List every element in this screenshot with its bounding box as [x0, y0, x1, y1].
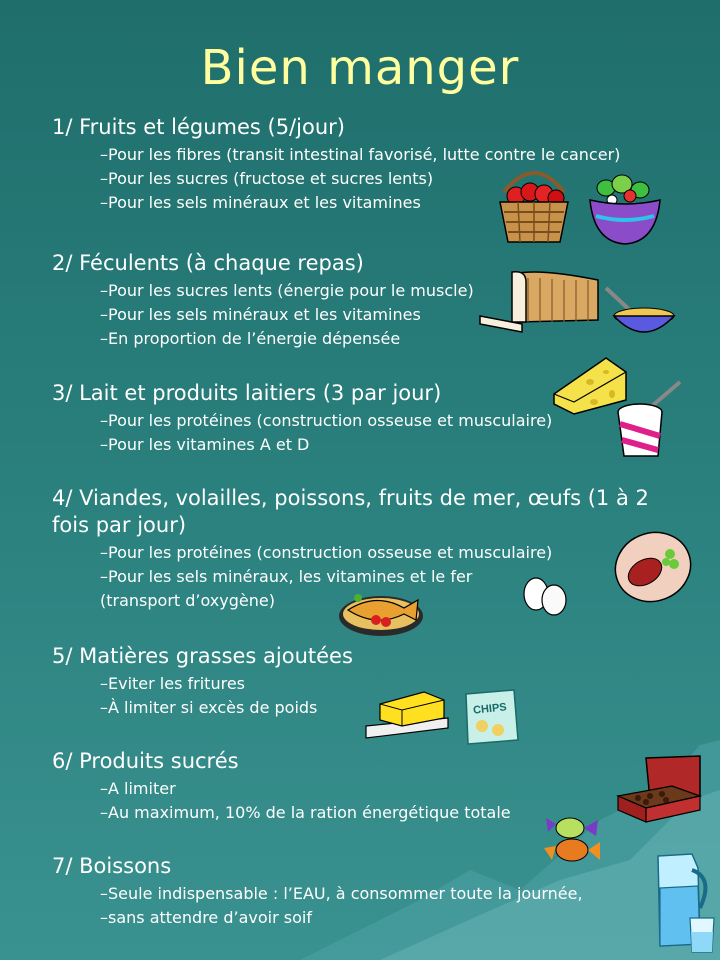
chips-label: CHIPS: [472, 701, 508, 717]
bullet-item: –Pour les protéines (construction osseuse et musculaire): [100, 543, 553, 562]
bullet-item: –Pour les sucres lents (énergie pour le muscle): [100, 281, 474, 300]
bread-loaf-icon: [478, 268, 604, 334]
bullet-item: –Seule indispensable : l’EAU, à consommer toute la journée,: [100, 884, 583, 903]
bullet-item: –Au maximum, 10% de la ration énergétique totale: [100, 803, 511, 822]
section-heading: 5/ Matières grasses ajoutées: [52, 644, 353, 668]
butter-icon: [362, 684, 452, 746]
steak-plate-icon: [612, 528, 694, 606]
bullet-item: –A limiter: [100, 779, 176, 798]
page-title: Bien manger: [200, 40, 520, 96]
water-pitcher-icon: [648, 848, 718, 956]
yogurt-icon: [612, 378, 684, 462]
section-heading: 6/ Produits sucrés: [52, 749, 239, 773]
bullet-item: –Pour les protéines (construction osseuse et musculaire): [100, 411, 553, 430]
bullet-item: –En proportion de l’énergie dépensée: [100, 329, 401, 348]
cereal-bowl-icon: [604, 284, 678, 346]
bullet-item: (transport d’oxygène): [100, 591, 275, 610]
eggs-icon: [520, 572, 570, 618]
section-drinks: [52, 853, 702, 930]
section-heading: 4/ Viandes, volailles, poissons, fruits de mer, œufs (1 à 2 fois par jour): [52, 486, 649, 537]
bullet-item: –Pour les fibres (transit intestinal favorisé, lutte contre le cancer): [100, 145, 621, 164]
section-heading: 3/ Lait et produits laitiers (3 par jour): [52, 381, 442, 405]
bullet-item: –Eviter les fritures: [100, 674, 245, 693]
section-sugars: [52, 748, 702, 825]
bullet-item: –Pour les sels minéraux, les vitamines et le fer: [100, 567, 473, 586]
bullet-item: –À limiter si excès de poids: [100, 698, 318, 717]
bullet-item: –Pour les sucres (fructose et sucres lents): [100, 169, 434, 188]
section-heading: 2/ Féculents (à chaque repas): [52, 251, 364, 275]
section-heading: 7/ Boissons: [52, 854, 172, 878]
bullet-item: –Pour les sels minéraux et les vitamines: [100, 305, 421, 324]
fruit-basket-icon: [496, 162, 572, 246]
salad-bowl-icon: [586, 172, 664, 246]
section-heading: 1/ Fruits et légumes (5/jour): [52, 115, 345, 139]
candy-icon: [540, 806, 604, 866]
bullet-item: –Pour les vitamines A et D: [100, 435, 310, 454]
bullet-item: –sans attendre d’avoir soif: [100, 908, 312, 927]
chocolate-box-icon: [616, 752, 704, 832]
bullet-item: –Pour les sels minéraux et les vitamines: [100, 193, 421, 212]
fish-plate-icon: [336, 586, 426, 638]
chips-bag-icon: [460, 686, 522, 748]
